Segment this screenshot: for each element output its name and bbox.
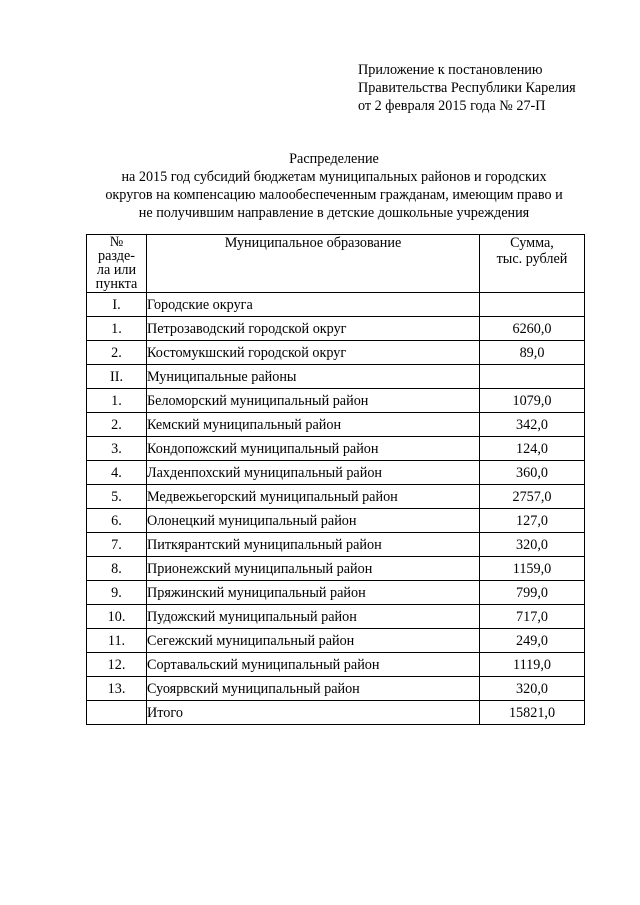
table-row (87, 413, 585, 437)
table-row (87, 293, 585, 317)
row-sum: 249,0 (480, 629, 585, 653)
table-row (87, 461, 585, 485)
table-row (87, 701, 585, 725)
row-number: 2. (87, 413, 147, 437)
header-text: Сумма, (510, 235, 554, 251)
row-municipality: Итого (147, 701, 480, 725)
row-municipality: Костомукшский городской округ (147, 341, 480, 365)
row-number: 8. (87, 557, 147, 581)
document-heading (100, 150, 568, 222)
row-sum: 342,0 (480, 413, 585, 437)
row-municipality: Медвежьегорский муниципальный район (147, 485, 480, 509)
table-row (87, 485, 585, 509)
table-row (87, 677, 585, 701)
row-sum: 2757,0 (480, 485, 585, 509)
header-text: пункта (95, 276, 138, 292)
row-number: 11. (87, 629, 147, 653)
row-number: 7. (87, 533, 147, 557)
row-sum: 717,0 (480, 605, 585, 629)
row-number: 4. (87, 461, 147, 485)
row-sum: 1119,0 (480, 653, 585, 677)
appendix-line: от 2 февраля 2015 года № 27-П (358, 98, 546, 114)
row-sum: 1159,0 (480, 557, 585, 581)
table-header-row (87, 235, 585, 293)
row-municipality: Питкярантский муниципальный район (147, 533, 480, 557)
appendix-line: Приложение к постановлению (358, 62, 543, 78)
row-number: 10. (87, 605, 147, 629)
row-sum: 15821,0 (480, 701, 585, 725)
row-municipality: Лахденпохский муниципальный район (147, 461, 480, 485)
row-municipality: Суоярвский муниципальный район (147, 677, 480, 701)
header-text: тыс. рублей (496, 251, 568, 267)
row-municipality: Сегежский муниципальный район (147, 629, 480, 653)
header-sum (480, 235, 585, 293)
appendix-line: Правительства Республики Карелия (358, 80, 576, 96)
document-subtitle-line: округов на компенсацию малообеспеченным гражданам, имеющим право и (105, 187, 563, 203)
table-row (87, 437, 585, 461)
row-municipality: Беломорский муниципальный район (147, 389, 480, 413)
document-subtitle-line: на 2015 год субсидий бюджетам муниципальных районов и городских (121, 169, 547, 185)
row-municipality: Пряжинский муниципальный район (147, 581, 480, 605)
row-number (87, 701, 147, 725)
row-sum: 6260,0 (480, 317, 585, 341)
row-municipality: Олонецкий муниципальный район (147, 509, 480, 533)
table-row (87, 389, 585, 413)
row-number: 9. (87, 581, 147, 605)
table-row (87, 317, 585, 341)
row-number: 5. (87, 485, 147, 509)
row-sum: 320,0 (480, 677, 585, 701)
table-row (87, 581, 585, 605)
table-row (87, 629, 585, 653)
row-number: 1. (87, 389, 147, 413)
row-sum: 360,0 (480, 461, 585, 485)
row-sum: 1079,0 (480, 389, 585, 413)
table-row (87, 365, 585, 389)
header-section-number (87, 235, 147, 293)
table-body (87, 293, 585, 725)
table-row (87, 341, 585, 365)
header-municipality: Муниципальное образование (147, 235, 480, 293)
row-number: 2. (87, 341, 147, 365)
row-sum: 320,0 (480, 533, 585, 557)
document-subtitle-line: не получившим направление в детские дошкольные учреждения (138, 205, 530, 221)
row-municipality: Прионежский муниципальный район (147, 557, 480, 581)
row-municipality: Петрозаводский городской округ (147, 317, 480, 341)
distribution-table (86, 234, 585, 725)
table-row (87, 533, 585, 557)
row-municipality: Сортавальский муниципальный район (147, 653, 480, 677)
document-title: Распределение (289, 151, 379, 167)
row-number: 6. (87, 509, 147, 533)
row-sum: 124,0 (480, 437, 585, 461)
table-row (87, 653, 585, 677)
header-text: разде- (98, 248, 135, 264)
row-sum: 799,0 (480, 581, 585, 605)
row-municipality: Муниципальные районы (147, 365, 480, 389)
row-number: II. (87, 365, 147, 389)
row-sum: 89,0 (480, 341, 585, 365)
appendix-block (358, 61, 576, 115)
table-row (87, 605, 585, 629)
row-municipality: Пудожский муниципальный район (147, 605, 480, 629)
table-row (87, 509, 585, 533)
row-number: I. (87, 293, 147, 317)
row-sum (480, 293, 585, 317)
row-municipality: Городские округа (147, 293, 480, 317)
row-sum: 127,0 (480, 509, 585, 533)
row-municipality: Кондопожский муниципальный район (147, 437, 480, 461)
row-number: 12. (87, 653, 147, 677)
row-number: 13. (87, 677, 147, 701)
header-text: № (109, 234, 124, 250)
row-municipality: Кемский муниципальный район (147, 413, 480, 437)
row-sum (480, 365, 585, 389)
table-row (87, 557, 585, 581)
row-number: 3. (87, 437, 147, 461)
header-text: ла или (96, 262, 137, 278)
row-number: 1. (87, 317, 147, 341)
